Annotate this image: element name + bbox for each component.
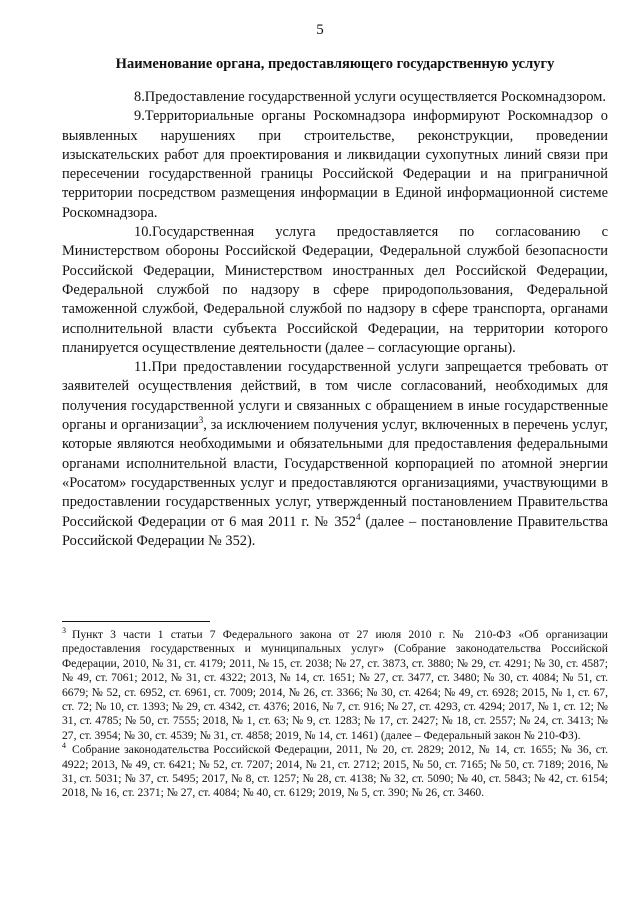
footnote-text: Собрание законодательства Российской Федерации, 2011, № 20, ст. 2829; 2012, № 14, ст. 1655; № 36, ст. 4922; 2013, № 49, ст. 6421; № 52, ст. 7207; 2014, № 21, ст. 2712; 2015, № 50, ст. 7165; № 50, ст. 7189; 2016, № 31, ст. 5031; № 37, ст. 5495; 2017, № 8, ст. 1257; № 28, ст. 4138; № 32, ст. 5090; № 40, ст. 5843; № 42, ст. 6154; 2018, № 16, ст. 2371; № 27, ст. 4084; № 40, ст. 6129; 2019, № 5, ст. 390; № 26, ст. 3460. <box>62 743 608 800</box>
footnote-mark: 3 <box>62 626 66 636</box>
paragraph-11 <box>62 358 608 551</box>
footnote-3 <box>62 628 608 743</box>
paragraph-text: При предоставлении государственной услуги запрещается требовать от заявителей осуществления действий, в том числе согласований, необходимых для получения государственной услуги и связанных с обращением в иные государственные органы и организации <box>62 359 608 434</box>
paragraph-text: Предоставление государственной услуги осуществляется Роскомнадзором. <box>144 89 606 105</box>
paragraph-number: 8. <box>134 89 145 105</box>
footnote-4 <box>62 743 608 801</box>
paragraph-number: 10. <box>134 224 152 241</box>
paragraph-9 <box>62 107 608 223</box>
paragraph-text: Государственная услуга предоставляется по согласованию с Министерством обороны Российской Федерации, Федеральной службой безопасности Российской Федерации, Министерством иностранных дел Российской Федерации, Федеральной службой по надзору в сфере природопользования, Федеральной таможенной службой, Федеральной службой по надзору в сфере транспорта, органами исполнительной власти субъекта Российской Федерации, на территории которого планируется осуществление деятельности (далее – согласующие органы). <box>62 224 608 356</box>
body-text <box>62 88 608 551</box>
page-number: 5 <box>316 22 324 38</box>
paragraph-text: Территориальные органы Роскомнадзора информируют Роскомнадзор о выявленных нарушениях при строительстве, реконструкции, проведении изыскательских работ для проектирования и ликвидации сухопутных линий связи при пересечении государственной границы Российской Федерации и на приграничной территории посредством размещения информации в Единой информационной системе Роскомнадзора. <box>62 108 608 221</box>
footnote-divider <box>62 621 210 622</box>
paragraph-8 <box>62 88 608 107</box>
paragraph-text: , за исключением получения услуг, включенных в перечень услуг, которые являются необходимыми и обязательными для предоставления федеральными органами исполнительной власти, Государственной корпорацией по атомной энергии «Росатом» государственных услуг и предоставляются организациями, участвующими в предоставлении государственных услуг, утвержденный постановлением Правительства Российской Федерации от 6 мая 2011 г. № 352 <box>62 417 608 530</box>
paragraph-number: 11. <box>134 359 152 376</box>
footnote-ref-4: 4 <box>355 511 361 522</box>
paragraph-number: 9. <box>134 108 145 125</box>
footnotes <box>62 628 608 801</box>
paragraph-10 <box>62 223 608 358</box>
footnote-mark: 4 <box>62 741 66 751</box>
footnote-text: Пункт 3 части 1 статьи 7 Федерального закона от 27 июля 2010 г. № 210-ФЗ «Об организации предоставления государственных и муниципальных услуг» (Собрание законодательства Российской Федерации, 2010, № 31, ст. 4179; 2011, № 15, ст. 2038; № 27, ст. 3873, ст. 3880; № 29, ст. 4291; № 30, ст. 4587; № 49, ст. 7061; 2012, № 31, ст. 4322; 2013, № 14, ст. 1651; № 27, ст. 3477, ст. 3480; № 30, ст. 4084; № 51, ст. 6679; № 52, ст. 6952, ст. 6961, ст. 7009; 2014, № 26, ст. 3366; № 30, ст. 4264; № 49, ст. 6928; 2015, № 1, ст. 67, ст. 72; № 10, ст. 1393; № 29, ст. 4342, ст. 4376; 2016, № 7, ст. 916; № 27, ст. 4293, ст. 4294; 2017, № 1, ст. 12; № 31, ст. 4785; № 50, ст. 7555; 2018, № 1, ст. 63; № 9, ст. 1283; № 17, ст. 2427; № 18, ст. 2557; № 24, ст. 3413; № 27, ст. 3954; № 30, ст. 4539; № 31, ст. 4858; 2019, № 14, ст. 1461) (далее – Федеральный закон № 210-ФЗ). <box>62 628 608 742</box>
paragraph-text: (далее – постановление Правительства Российской Федерации № 352). <box>62 513 608 549</box>
footnote-ref-3: 3 <box>198 415 204 426</box>
section-heading: Наименование органа, предоставляющего государственную услугу <box>115 56 555 72</box>
